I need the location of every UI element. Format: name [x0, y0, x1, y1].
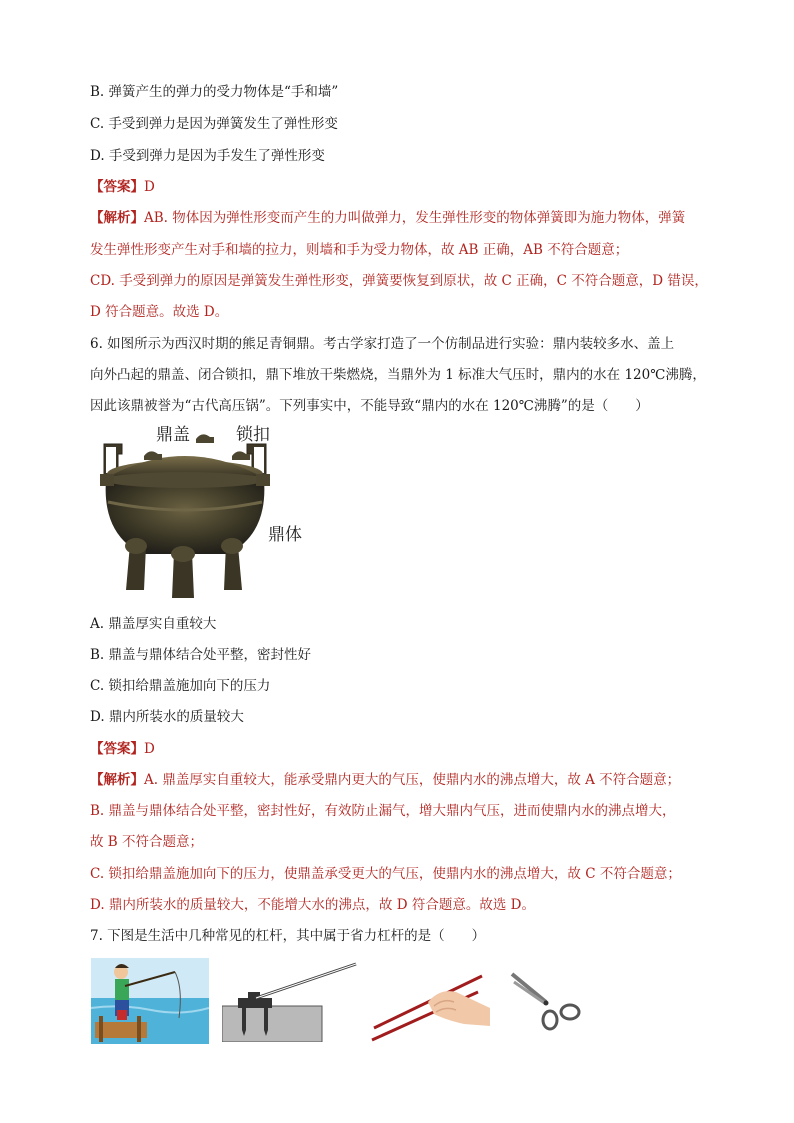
- answer-value: D: [144, 741, 155, 757]
- answer-tag: 【答案】: [90, 179, 144, 195]
- q5-answer: [90, 177, 155, 197]
- ding-illustration: [92, 414, 310, 600]
- scissors-illustration: [510, 968, 582, 1032]
- ding-lock-label: 锁扣: [236, 425, 270, 445]
- q5-option-b: B. 弹簧产生的弹力的受力物体是“手和墙”: [90, 84, 339, 100]
- q6-stem-line-3: 因此该鼎被誉为“古代高压锅”。下列事实中，不能导致“鼎内的水在 120℃沸腾”的是（ ）: [90, 398, 649, 414]
- scissors-figure: [510, 968, 582, 1032]
- q6-option-a: A. 鼎盖厚实自重较大: [90, 616, 217, 632]
- q6-analysis-line-2: B. 鼎盖与鼎体结合处平整，密封性好，有效防止漏气，增大鼎内气压，进而使鼎内水的沸点增大，: [90, 803, 676, 819]
- fishing-rod-illustration: [91, 958, 209, 1044]
- q6-option-b: B. 鼎盖与鼎体结合处平整，密封性好: [90, 647, 312, 663]
- q5-analysis-line-1: [90, 208, 685, 228]
- analysis-tag: 【解析】: [90, 210, 144, 226]
- analysis-text: AB. 物体因为弹性形变而产生的力叫做弹力，发生弹性形变的物体弹簧即为施力物体，弹簧: [144, 210, 686, 226]
- ding-lid-label: 鼎盖: [156, 425, 190, 445]
- q6-analysis-line-1: [90, 770, 680, 790]
- answer-tag: 【答案】: [90, 741, 144, 757]
- q6-analysis-line-5: D. 鼎内所装水的质量较大，不能增大水的沸点，故 D 符合题意。故选 D。: [90, 897, 535, 913]
- q6-option-d: D. 鼎内所装水的质量较大: [90, 709, 244, 725]
- q6-option-c: C. 锁扣给鼎盖施加向下的压力: [90, 678, 271, 694]
- q6-stem-line-2: 向外凸起的鼎盖、闭合锁扣，鼎下堆放干柴燃烧，当鼎外为 1 标准大气压时，鼎内的水在 120℃沸腾，: [90, 367, 706, 383]
- crowbar-illustration: [222, 962, 358, 1042]
- q5-option-d: D. 手受到弹力是因为手发生了弹性形变: [90, 148, 325, 164]
- q5-analysis-line-3: CD. 手受到弹力的原因是弹簧发生弹性形变，弹簧要恢复到原状，故 C 正确，C 不符合题意，D 错误，: [90, 273, 708, 289]
- q6-stem-line-1: 6. 如图所示为西汉时期的熊足青铜鼎。考古学家打造了一个仿制品进行实验：鼎内装较多水、盖上: [90, 336, 675, 352]
- crowbar-figure: [222, 962, 358, 1042]
- bronze-ding-figure: [92, 414, 310, 600]
- answer-value: D: [144, 179, 155, 195]
- chopsticks-illustration: [370, 962, 492, 1042]
- ding-body-label: 鼎体: [268, 525, 302, 545]
- q6-analysis-line-4: C. 锁扣给鼎盖施加向下的压力，使鼎盖承受更大的气压，使鼎内水的沸点增大，故 C 不符合题意；: [90, 866, 681, 882]
- q5-option-c: C. 手受到弹力是因为弹簧发生了弹性形变: [90, 116, 338, 132]
- q6-analysis-line-3: 故 B 不符合题意；: [90, 834, 204, 850]
- analysis-tag: 【解析】: [90, 772, 144, 788]
- analysis-text: A. 鼎盖厚实自重较大，能承受鼎内更大的气压，使鼎内水的沸点增大，故 A 不符合题意；: [144, 772, 681, 788]
- fishing-rod-figure: [91, 958, 209, 1044]
- q5-analysis-line-2: 发生弹性形变产生对手和墙的拉力，则墙和手为受力物体，故 AB 正确，AB 不符合题意；: [90, 242, 629, 258]
- q7-stem: 7. 下图是生活中几种常见的杠杆，其中属于省力杠杆的是（ ）: [90, 928, 486, 944]
- q5-analysis-line-4: D 符合题意。故选 D。: [90, 304, 229, 320]
- chopsticks-figure: [370, 962, 492, 1042]
- q6-answer: [90, 739, 155, 759]
